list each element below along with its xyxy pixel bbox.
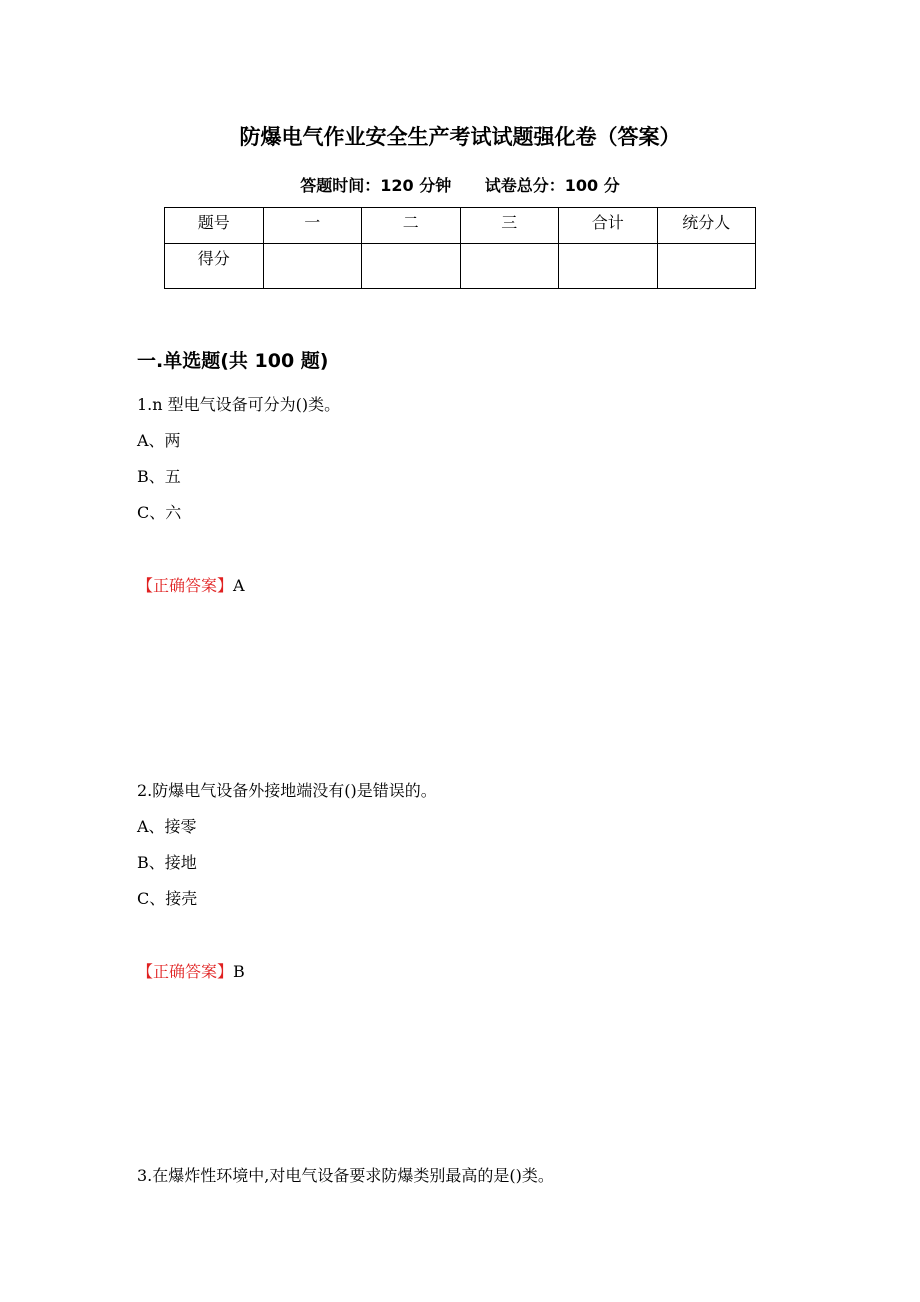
option-a: A、两	[137, 431, 181, 450]
question-text: 3.在爆炸性环境中,对电气设备要求防爆类别最高的是()类。	[137, 1166, 554, 1185]
score-table-score-row	[165, 244, 756, 289]
score-cell[interactable]	[263, 244, 362, 289]
score-table	[164, 207, 756, 289]
question-text: 2.防爆电气设备外接地端没有()是错误的。	[137, 781, 437, 800]
score-cell[interactable]	[362, 244, 461, 289]
score-table-header-row	[165, 208, 756, 244]
option-c: C、接壳	[137, 889, 198, 908]
option-b: B、接地	[137, 853, 197, 872]
option-c: C、六	[137, 503, 182, 522]
score-header-cell: 一	[263, 208, 362, 244]
score-cell[interactable]	[559, 244, 658, 289]
answer-label: 【正确答案】	[137, 576, 234, 595]
score-header-cell: 三	[460, 208, 559, 244]
question-text: 1.n 型电气设备可分为()类。	[137, 395, 341, 414]
score-cell[interactable]	[460, 244, 559, 289]
option-a: A、接零	[137, 817, 197, 836]
score-header-cell: 统分人	[657, 208, 756, 244]
score-header-cell: 合计	[559, 208, 658, 244]
section-title: 一.单选题(共 100 题)	[137, 350, 329, 372]
answer-line	[137, 573, 245, 596]
exam-total: 试卷总分：100 分	[484, 176, 620, 195]
answer-line	[137, 959, 245, 982]
score-header-cell: 题号	[165, 208, 264, 244]
score-cell[interactable]	[657, 244, 756, 289]
exam-meta	[0, 173, 920, 196]
score-header-cell: 二	[362, 208, 461, 244]
exam-time: 答题时间：120 分钟	[300, 176, 452, 195]
answer-value: B	[233, 962, 245, 981]
score-row-label: 得分	[165, 244, 264, 289]
page-title: 防爆电气作业安全生产考试试题强化卷（答案）	[239, 125, 681, 149]
option-b: B、五	[137, 467, 181, 486]
answer-label: 【正确答案】	[137, 962, 234, 981]
answer-value: A	[233, 576, 245, 595]
